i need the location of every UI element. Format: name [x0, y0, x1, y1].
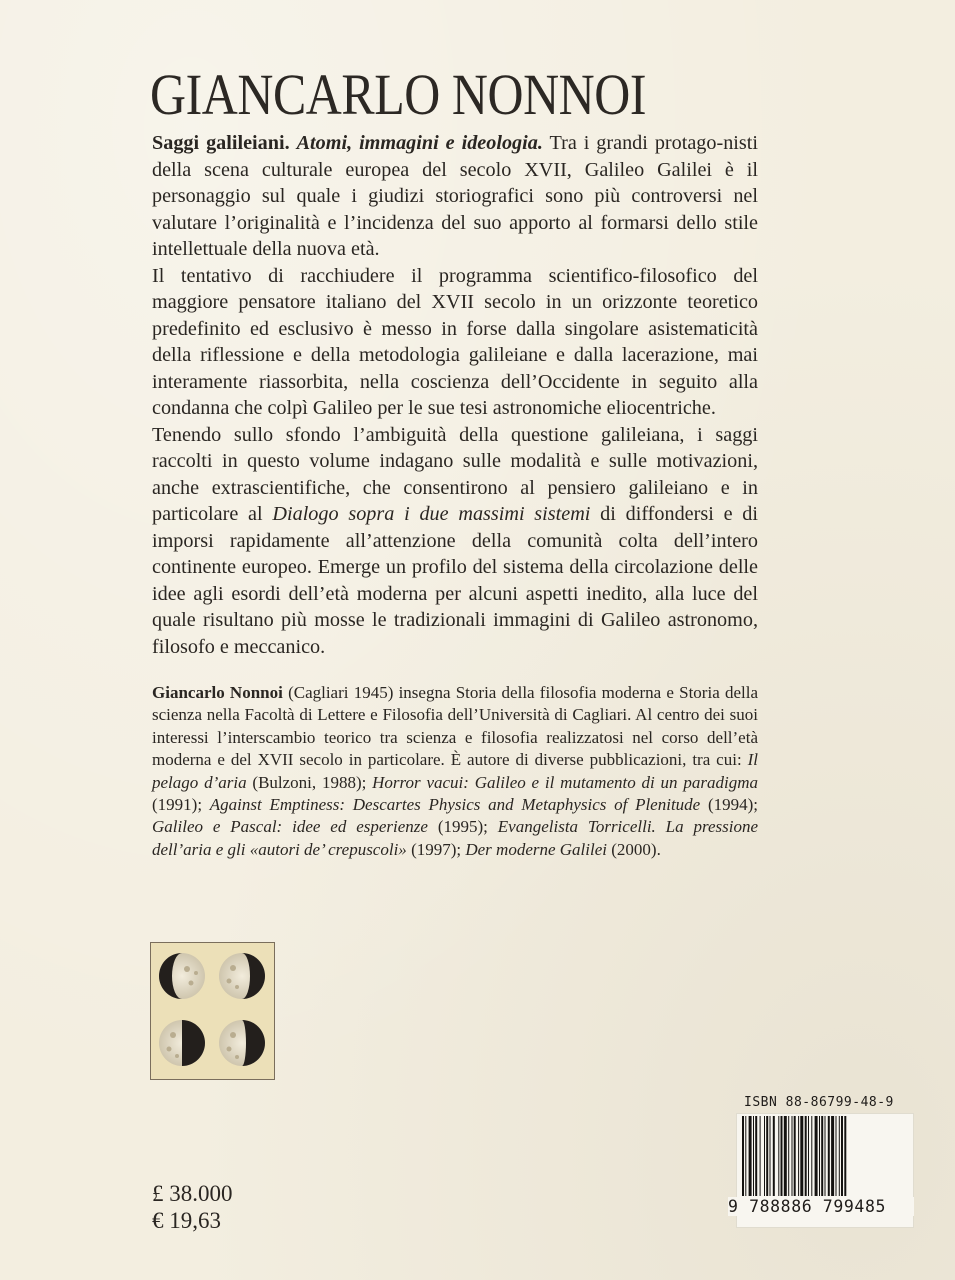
price-euro: € 19,63	[152, 1208, 221, 1233]
bio-work-6-info: (2000).	[611, 839, 661, 859]
bio-work-1-info: (Bulzoni, 1988);	[252, 772, 367, 792]
book-title: Saggi galileiani.	[152, 132, 290, 154]
moon-phase-3-icon	[159, 1020, 205, 1066]
description-text-3b: di diffondersi e di imporsi rapidamente all’attenzione della comunità colta dell’intero continente europeo. Emerge un profilo del sistema della circolazione delle idee agli esordi dell’età moderna per alcuni aspetti inedito, alla luce del quale risultano più mosse le tradizionali immagini di Galileo astronomo, filosofo e meccanico.	[152, 503, 759, 658]
bio-work-5-info: (1997);	[411, 839, 462, 859]
barcode-icon	[742, 1116, 910, 1198]
isbn-label: ISBN 88-86799-48-9	[744, 1095, 894, 1110]
bio-work-3-info: (1994);	[707, 795, 759, 815]
moon-phase-4-icon	[219, 1020, 265, 1066]
moon-phase-2-icon	[219, 953, 265, 999]
bio-work-1: Il pelago d’aria	[152, 750, 758, 792]
bio-text: (Cagliari 1945) insegna Storia della filosofia moderna e Storia della scienza nella Facoltà di Lettere e Filosofia dell’Università di Cagliari. Al centro dei suoi interessi l’interscambio teorico tra scienza e filosofia realizzatosi nel corso dell’età moderna e del XVII secolo in particolare. È autore di diverse pubblicazioni, tra cui:	[152, 683, 758, 770]
bio-work-5: Evangelista Torricelli. La pressione dell’aria e gli «autori de’ crepuscoli»	[152, 817, 759, 859]
moon-phases-illustration	[150, 942, 275, 1080]
book-subtitle: Atomi, immagini e ideologia.	[296, 132, 543, 154]
description-paragraph-2	[152, 263, 758, 422]
bio-work-2-info: (1991);	[152, 795, 203, 815]
price-block	[152, 1180, 233, 1234]
author-biography	[152, 682, 758, 861]
barcode-digits: 9 788886 799485	[728, 1197, 914, 1216]
bio-author-name: Giancarlo Nonnoi	[152, 683, 283, 702]
book-description	[152, 130, 758, 660]
bio-work-4-info: (1995);	[437, 817, 488, 837]
bio-work-4: Galileo e Pascal: idee ed esperienze	[152, 817, 428, 837]
bio-work-3: Against Emptiness: Descartes Physics and Metaphysics of Plenitude	[209, 795, 701, 815]
dialogo-title: Dialogo sopra i due massimi sistemi	[272, 503, 591, 525]
author-name: GIANCARLO NONNOI	[150, 62, 647, 127]
moon-phase-1-icon	[159, 953, 205, 999]
price-lire: £ 38.000	[152, 1181, 233, 1206]
bio-work-2: Horror vacui: Galileo e il mutamento di un paradigma	[372, 772, 758, 792]
description-text-1: Tra i grandi protago-nisti della scena culturale europea del secolo XVII, Galileo Galilei è il personaggio sul quale i giudizi storiografici sono più controversi nel valutare l’originalità e l’incidenza del suo apporto al formarsi dello stile intellettuale della nuova età.	[152, 132, 758, 260]
description-text-3a: Tenendo sullo sfondo l’ambiguità della questione galileiana, i saggi raccolti in questo volume indagano sulle modalità e sulle motivazioni, anche extrascientifiche, che consentirono al pensiero galileiano e in particolare al	[152, 423, 758, 525]
bio-work-6: Der moderne Galilei	[465, 839, 607, 859]
description-text-2: Il tentativo di racchiudere il programma scientifico-filosofico del maggiore pensatore italiano del XVII secolo in un orizzonte teoretico predefinito ed esclusivo è messo in forse dalla singolare asistematicità della riflessione e della metodologia galileiane e dalla lacerazione, mai interamente riassorbita, nella coscienza dell’Occidente in seguito alla condanna che colpì Galileo per le sue tesi astronomiche eliocentriche.	[152, 264, 758, 419]
description-paragraph-1	[152, 130, 758, 263]
description-paragraph-3	[152, 422, 758, 661]
